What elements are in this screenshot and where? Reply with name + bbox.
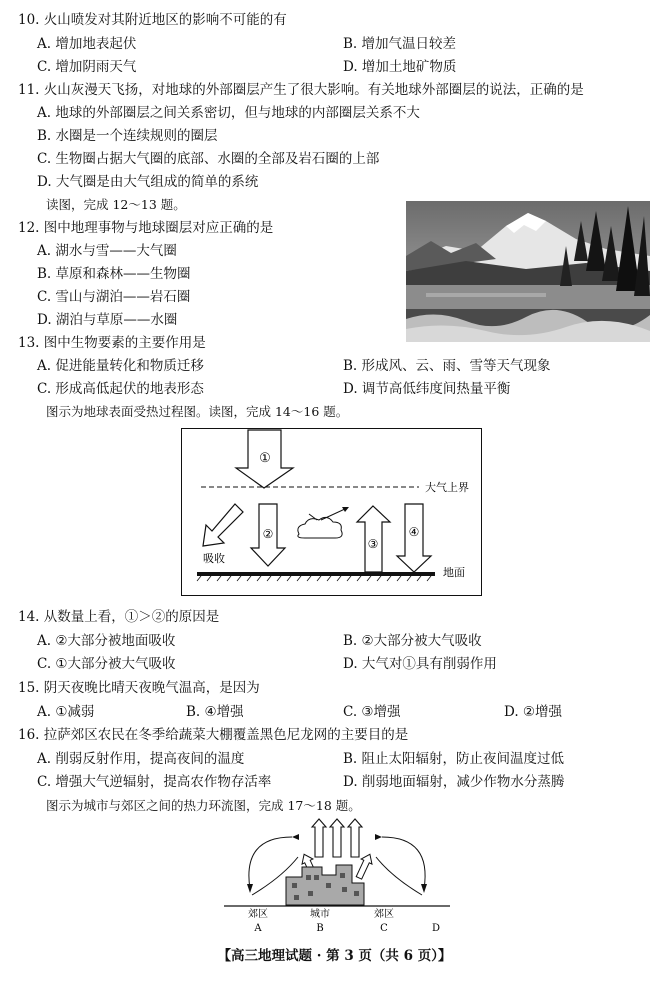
q12-option-c: C. 雪山与湖泊——岩石圈 [37,289,191,305]
right-down-arc [382,837,425,889]
q11-option-d: D. 大气圈是由大气组成的简单的系统 [37,174,259,190]
up-arrow-right [348,819,362,857]
q13-option-b: B. 形成风、云、雨、雪等天气现象 [343,358,551,374]
q10-option-c: C. 增加阴雨天气 [37,59,137,75]
q11-stem: 11. 火山灰漫天飞扬，对地球的外部圈层产生了很大影响。有关地球外部圈层的说法，正确的是 [18,82,584,98]
point-b-label: B [316,923,324,934]
q12-option-b: B. 草原和森林——生物圈 [37,266,191,282]
suburb-left-label: 郊区 [248,909,268,920]
q11-option-a: A. 地球的外部圈层之间关系密切，但与地球的内部圈层关系不大 [37,105,420,121]
q13-option-a: A. 促进能量转化和物质迁移 [37,358,204,374]
ground-label: 地面 [443,566,465,579]
q14-option-c: C. ①大部分被大气吸收 [37,656,176,672]
q10-option-a: A. 增加地表起伏 [37,36,137,52]
suburb-right-label: 郊区 [374,909,394,920]
q14-stem: 14. 从数量上看，①＞②的原因是 [18,609,220,625]
q16-option-b: B. 阻止太阳辐射，防止夜间温度过低 [343,751,565,767]
up-arrow-left [312,819,326,857]
heating-process-diagram [181,428,482,596]
arrow-4-label: ④ [408,525,420,539]
q10-stem: 10. 火山喷发对其附近地区的影响不可能的有 [18,12,287,28]
q12-stem: 12. 图中地理事物与地球圈层对应正确的是 [18,220,274,236]
mountain-lake-photo [406,201,650,342]
q15-option-b: B. ④增强 [186,704,244,720]
q14-option-b: B. ②大部分被大气吸收 [343,633,482,649]
page-footer: 【高三地理试题 · 第 3 页（共 6 页）】 [217,948,452,964]
atmosphere-top-label: 大气上界 [425,481,469,494]
absorb-label: 吸收 [203,552,225,565]
q14-option-a: A. ②大部分被地面吸收 [37,633,176,649]
q16-option-a: A. 削弱反射作用，提高夜间的温度 [37,751,245,767]
q16-stem: 16. 拉萨郊区农民在冬季给蔬菜大棚覆盖黑色尼龙网的主要目的是 [18,727,409,743]
heat-island-diagram [222,817,452,939]
arrow-1-label: ① [259,451,271,466]
q11-option-c: C. 生物圈占据大气圈的底部、水圈的全部及岩石圈的上部 [37,151,380,167]
intro-14-16: 图示为地球表面受热过程图。读图，完成 14～16 题。 [46,404,349,419]
up-arrow-center [330,819,344,857]
city-label: 城市 [310,909,330,920]
point-a-label: A [254,923,262,934]
q11-option-b: B. 水圈是一个连续规则的圈层 [37,128,218,144]
q15-option-d: D. ②增强 [504,704,563,720]
q10-option-d: D. 增加土地矿物质 [343,59,457,75]
point-d-label: D [431,923,441,934]
q13-option-d: D. 调节高低纬度间热量平衡 [343,381,511,397]
intro-12-13: 读图，完成 12～13 题。 [46,197,186,212]
q12-option-a: A. 湖水与雪——大气圈 [37,243,177,259]
q15-option-a: A. ①减弱 [37,704,95,720]
q10-option-b: B. 增加气温日较差 [343,36,457,52]
q16-option-d: D. 削弱地面辐射，减少作物水分蒸腾 [343,774,565,790]
q15-option-c: C. ③增强 [343,704,401,720]
intro-17-18: 图示为城市与郊区之间的热力环流图，完成 17～18 题。 [46,798,361,813]
ground-surface [197,572,435,576]
q14-option-d: D. 大气对①具有削弱作用 [343,656,497,672]
arrow-2-label: ② [262,527,274,541]
q13-option-c: C. 形成高低起伏的地表形态 [37,381,204,397]
point-c-label: C [380,923,388,934]
arrow-3-label: ③ [367,537,379,551]
q13-stem: 13. 图中生物要素的主要作用是 [18,335,206,351]
q15-stem: 15. 阴天夜晚比晴天夜晚气温高，是因为 [18,680,260,696]
q16-option-c: C. 增强大气逆辐射，提高农作物存活率 [37,774,272,790]
q12-option-d: D. 湖泊与草原——水圈 [37,312,178,328]
